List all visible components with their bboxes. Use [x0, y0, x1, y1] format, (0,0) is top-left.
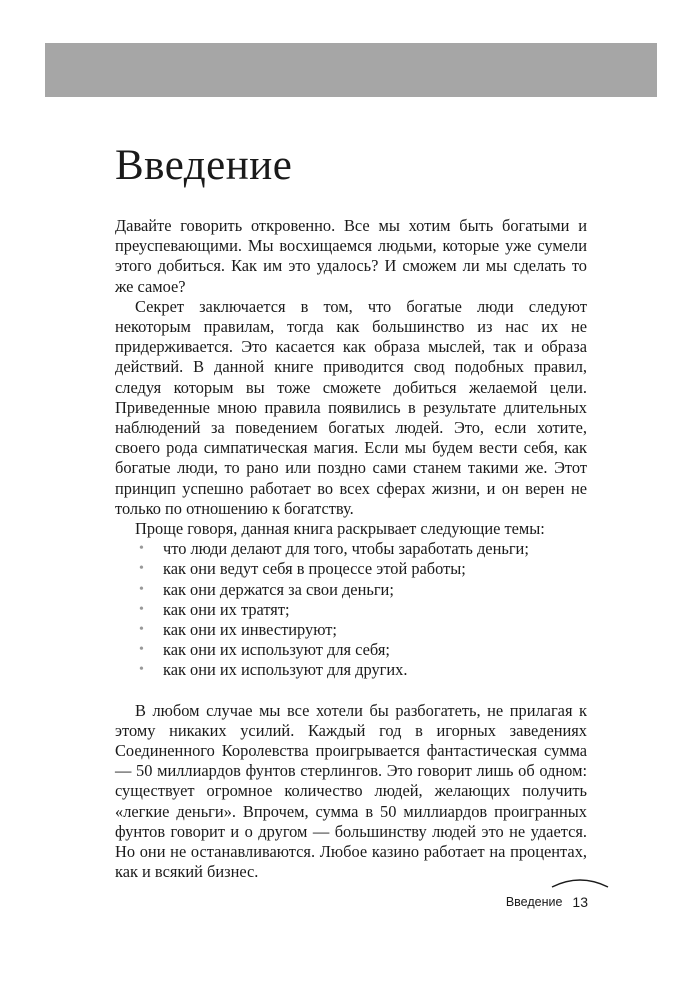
list-item: [115, 580, 587, 600]
page-number: 13: [572, 894, 588, 910]
paragraph-2: Секрет заключается в том, что богатые люди следуют некоторым правилам, тогда как большинство из нас их не придерживается. Это касается как образа мыслей, так и образа действий. В данной книге приводится свод подобных правил, следуя которым вы тоже сможете добиться желаемой цели. Приведенные мною правила появились в результате длительных наблюдений за поведением богатых людей. Это, если хотите, своего рода симпатическая магия. Если мы будем вести себя, как богатые люди, то рано или поздно сами станем такими же. Этот принцип успешно работает во всех сферах жизни, и он верен не только по отношению к богатству.: [115, 296, 587, 518]
list-item-text: как они держатся за свои деньги;: [163, 579, 394, 599]
topic-list: [115, 539, 587, 680]
list-item-text: как они их инвестируют;: [163, 620, 337, 640]
bullet-icon: •: [139, 541, 144, 557]
list-item-text: как они их используют для других.: [163, 660, 408, 680]
bullet-icon: •: [139, 622, 144, 638]
bullet-icon: •: [139, 581, 144, 597]
bullet-icon: •: [139, 561, 144, 577]
list-item-text: как они их используют для себя;: [163, 640, 390, 660]
chapter-title: Введение: [115, 142, 293, 189]
paragraph-1: Давайте говорить откровенно. Все мы хотим быть богатыми и преуспевающими. Мы восхищаемся людьми, которые уже сумели этого добиться. Как им это удалось? И сможем ли мы сделать то же самое?: [115, 216, 587, 296]
running-footer-section: Введение: [505, 895, 563, 909]
paragraph-4: В любом случае мы все хотели бы разбогатеть, не прилагая к этому никаких усилий. Каждый год в игорных заведениях Соединенного Королевства проигрывается фантастическая сумма — 50 миллиардов фунтов стерлингов. Это говорит лишь об одном: существует огромное количество людей, желающих получить «легкие деньги». Впрочем, сумма в 50 миллиардов проигранных фунтов говорит и о другом — большинству людей это не удается. Но они не останавливаются. Любое казино работает на процентах, как и всякий бизнес.: [115, 700, 587, 882]
bullet-icon: •: [139, 642, 144, 658]
list-item: [115, 539, 587, 559]
bullet-icon: •: [139, 601, 144, 617]
list-item: [115, 660, 587, 680]
bullet-icon: •: [139, 662, 144, 678]
list-item: [115, 600, 587, 620]
page-footer: [506, 894, 588, 910]
paragraph-3: Проще говоря, данная книга раскрывает следующие темы:: [135, 519, 545, 539]
body-text: [115, 216, 587, 883]
footer-arc-ornament: [550, 875, 610, 889]
list-item-text: как они ведут себя в процессе этой работы;: [163, 559, 466, 579]
list-item: [115, 559, 587, 579]
list-item: [115, 640, 587, 660]
list-item-text: что люди делают для того, чтобы заработать деньги;: [163, 539, 529, 559]
header-band: [45, 43, 657, 97]
list-item-text: как они их тратят;: [163, 599, 290, 619]
list-item: [115, 620, 587, 640]
paragraph-spacer: [115, 681, 587, 701]
